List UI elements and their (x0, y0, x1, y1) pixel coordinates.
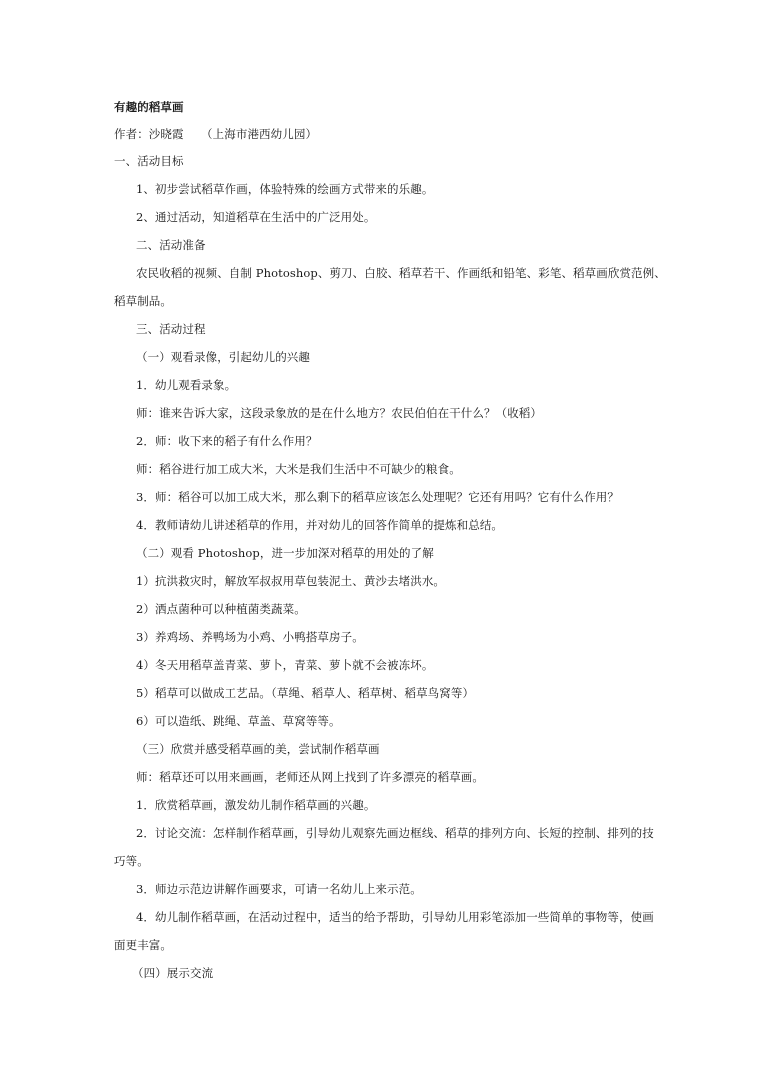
list-item: 4）冬天用稻草盖青菜、萝卜，青菜、萝卜就不会被冻坏。 (136, 658, 434, 672)
subsection-heading: （二）观看 Photoshop，进一步加深对稻草的用处的了解 (136, 546, 434, 560)
goal-item: 2、通过活动，知道稻草在生活中的广泛用处。 (136, 210, 376, 224)
paragraph-line: 巧等。 (114, 854, 149, 868)
paragraph-line: 4．教师请幼儿讲述稻草的作用，并对幼儿的回答作简单的提炼和总结。 (136, 518, 504, 532)
section-heading-preparation: 二、活动准备 (136, 238, 206, 252)
paragraph-line: 3．师边示范边讲解作画要求，可请一名幼儿上来示范。 (136, 882, 422, 896)
paragraph-line: 面更丰富。 (114, 938, 172, 952)
paragraph-line: 稻草制品。 (114, 294, 172, 308)
paragraph-line: 师：谁来告诉大家，这段录象放的是在什么地方？农民伯伯在干什么？（收稻） (136, 406, 542, 420)
paragraph-line: 3．师：稻谷可以加工成大米，那么剩下的稻草应该怎么处理呢？它还有用吗？它有什么作用？ (136, 490, 620, 504)
paragraph-line: 1．幼儿观看录象。 (136, 378, 237, 392)
paragraph-line: 农民收稻的视频、自制 Photoshop、剪刀、白胶、稻草若干、作画纸和铅笔、彩笔、稻草画欣赏范例、 (136, 266, 666, 280)
section-heading-process: 三、活动过程 (136, 322, 206, 336)
paragraph-line: 师：稻草还可以用来画画，老师还从网上找到了许多漂亮的稻草画。 (136, 770, 484, 784)
section-heading-goals: 一、活动目标 (114, 154, 184, 168)
paragraph-line: 2．讨论交流：怎样制作稻草画，引导幼儿观察先画边框线、稻草的排列方向、长短的控制、排列的技 (136, 826, 654, 840)
paragraph-line: 师：稻谷进行加工成大米，大米是我们生活中不可缺少的粮食。 (136, 462, 461, 476)
list-item: 6）可以造纸、跳绳、草盖、草窝等等。 (136, 714, 341, 728)
paragraph-line: 1．欣赏稻草画，激发幼儿制作稻草画的兴趣。 (136, 798, 376, 812)
list-item: 3）养鸡场、养鸭场为小鸡、小鸭搭草房子。 (136, 630, 364, 644)
list-item: 5）稻草可以做成工艺品。（草绳、稻草人、稻草树、稻草鸟窝等） (136, 686, 475, 700)
document-title: 有趣的稻草画 (114, 100, 184, 114)
subsection-heading: （三）欣赏并感受稻草画的美，尝试制作稻草画 (136, 742, 380, 756)
paragraph-line: 2．师：收下来的稻子有什么作用？ (136, 434, 318, 448)
subsection-heading: （四）展示交流 (132, 966, 214, 980)
goal-item: 1、初步尝试稻草作画，体验特殊的绘画方式带来的乐趣。 (136, 182, 434, 196)
list-item: 2）洒点菌种可以种植菌类蔬菜。 (136, 602, 306, 616)
paragraph-line: 4．幼儿制作稻草画，在活动过程中，适当的给予帮助，引导幼儿用彩笔添加一些简单的事物等，使画 (136, 910, 654, 924)
subsection-heading: （一）观看录像，引起幼儿的兴趣 (136, 350, 310, 364)
list-item: 1）抗洪救灾时，解放军叔叔用草包装泥土、黄沙去堵洪水。 (136, 574, 446, 588)
author-line: 作者：沙晓霞 （上海市港西幼儿园） (114, 127, 318, 141)
